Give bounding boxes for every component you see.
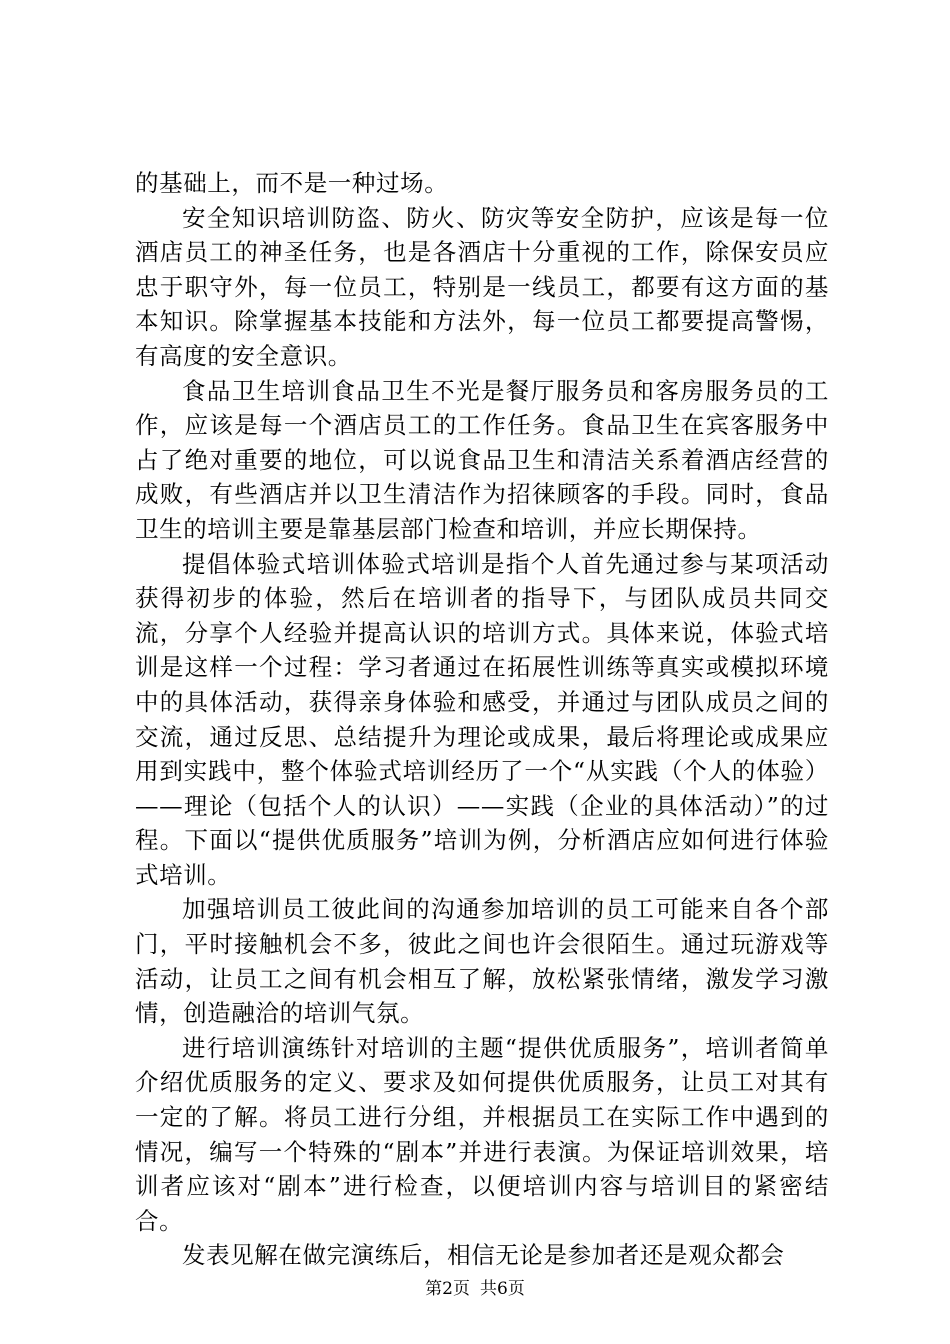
paragraph-training-drill: 进行培训演练针对培训的主题“提供优质服务”，培训者简单介绍优质服务的定义、要求及如何提供优质服务，让员工对其有一定的了解。将员工进行分组，并根据员工在实际工作中遇到的情况，编写一个特殊的“剧本”并进行表演。为保证培训效果，培训者应该对“剧本”进行检查，以便培训内容与培训目的紧密结合。: [135, 1033, 829, 1235]
page-total: 共6页: [480, 1279, 525, 1299]
page-footer: [0, 1274, 950, 1299]
document-body: [135, 166, 829, 1273]
paragraph-continuation: 的基础上，而不是一种过场。: [135, 169, 449, 197]
paragraph-food-hygiene-training: 食品卫生培训食品卫生不光是餐厅服务员和客房服务员的工作，应该是每一个酒店员工的工作任务。食品卫生在宾客服务中占了绝对重要的地位，可以说食品卫生和清洁关系着酒店经营的成败，有些酒店并以卫生清洁作为招徕顾客的手段。同时，食品卫生的培训主要是靠基层部门检查和培训，并应长期保持。: [135, 376, 829, 543]
paragraph-security-training: 安全知识培训防盗、防火、防灾等安全防护，应该是每一位酒店员工的神圣任务，也是各酒店十分重视的工作，除保安员应忠于职守外，每一位员工，特别是一线员工，都要有这方面的基本知识。除掌握基本技能和方法外，每一位员工都要提高警惕，有高度的安全意识。: [135, 203, 829, 370]
paragraph-express-views: 发表见解在做完演练后，相信无论是参加者还是观众都会: [182, 1241, 785, 1270]
page-number: 第2页: [425, 1279, 470, 1299]
paragraph-communication: 加强培训员工彼此间的沟通参加培训的员工可能来自各个部门，平时接触机会不多，彼此之间也许会很陌生。通过玩游戏等活动，让员工之间有机会相互了解，放松紧张情绪，激发学习激情，创造融洽的培训气氛。: [135, 895, 829, 1028]
paragraph-experiential-training: 提倡体验式培训体验式培训是指个人首先通过参与某项活动获得初步的体验，然后在培训者的指导下，与团队成员共同交流，分享个人经验并提高认识的培训方式。具体来说，体验式培训是这样一个过程：学习者通过在拓展性训练等真实或模拟环境中的具体活动，获得亲身体验和感受，并通过与团队成员之间的交流，通过反思、总结提升为理论或成果，最后将理论或成果应用到实践中，整个体验式培训经历了一个“从实践（个人的体验）——理论（包括个人的认识）——实践（企业的具体活动）”的过程。下面以“提供优质服务”培训为例，分析酒店应如何进行体验式培训。: [135, 549, 829, 889]
